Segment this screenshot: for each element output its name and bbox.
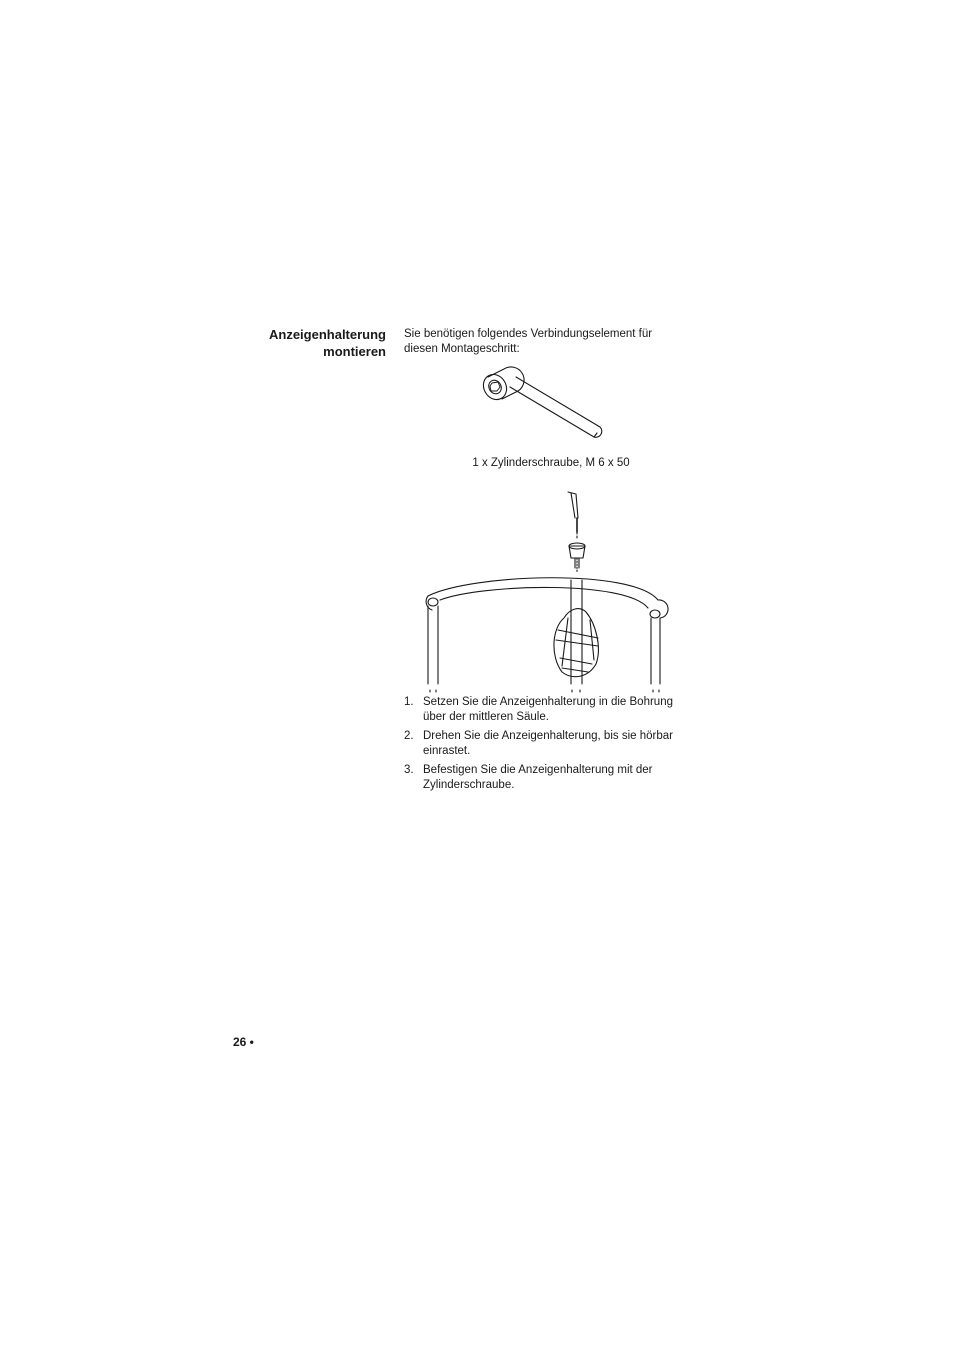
intro-line-1: Sie benötigen folgendes Verbindungselement für	[404, 328, 653, 340]
section-heading-line-2: montieren	[323, 344, 386, 359]
part-caption: 1 x Zylinderschraube, M 6 x 50	[472, 457, 630, 469]
list-item	[404, 729, 694, 759]
section-heading	[220, 326, 386, 360]
step-text: Setzen Sie die Anzeigenhalterung in die Bohrung über der mittleren Säule.	[423, 696, 673, 723]
cylinder-screw-illustration	[470, 365, 610, 455]
list-item	[404, 763, 694, 793]
page-number: 26 •	[233, 1035, 254, 1049]
step-text: Drehen Sie die Anzeigenhalterung, bis sie hörbar einrastet.	[423, 730, 673, 757]
step-number: 1.	[404, 696, 414, 708]
assembly-steps-list	[404, 695, 694, 797]
step-number: 2.	[404, 730, 414, 742]
section-heading-line-1: Anzeigenhalterung	[268, 327, 386, 342]
intro-line-2: diesen Montageschritt:	[404, 343, 520, 355]
step-number: 3.	[404, 764, 414, 776]
intro-text	[404, 327, 694, 357]
list-item	[404, 695, 694, 725]
display-holder-assembly-illustration	[412, 488, 682, 696]
step-text: Befestigen Sie die Anzeigenhalterung mit der Zylinderschraube.	[423, 764, 653, 791]
